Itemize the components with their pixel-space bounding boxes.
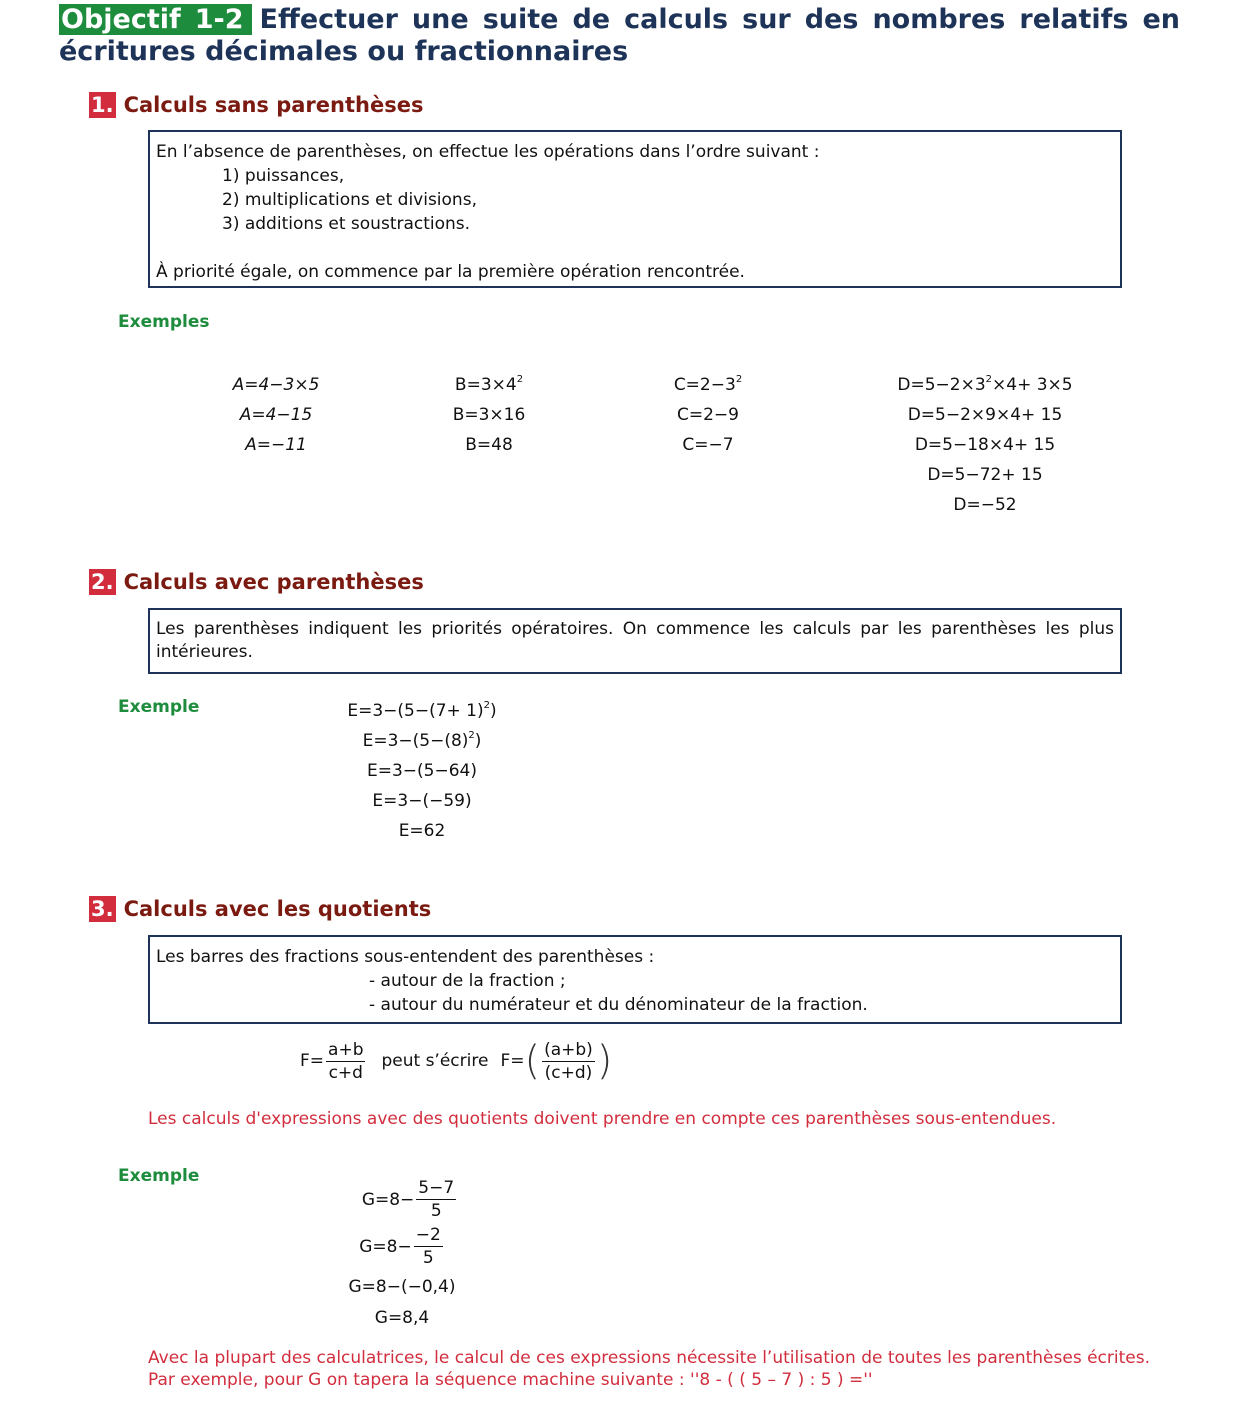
example-e-line-5: E=62 (398, 821, 446, 841)
objective-title: Effectuer une suite de calculs sur des nombres relatifs en écritures décimales ou fractionnaires (59, 4, 1180, 67)
example-g-fraction-2: $\frac{-2}{5}$ (415, 1225, 441, 1268)
section-3-number: 3. (91, 897, 114, 921)
section-3-heading (89, 896, 431, 922)
rule-box-1 (148, 130, 1122, 288)
example-g-line-4: G=8,4 (374, 1308, 430, 1328)
example-c-line-1: $C=2-3^2$ (673, 374, 743, 395)
example-e-line-4: E=3−(−59) (372, 791, 472, 811)
rule-item-add-sub: 3) additions et soustractions. (222, 214, 471, 234)
example-e-line-1: $E=3-(5-(7+ 1)^2)$ (347, 700, 497, 721)
objective-badge: Objectif 1-2 (59, 4, 252, 35)
example-a-line-2: A=4−15 (239, 405, 313, 425)
note-calculator: Avec la plupart des calculatrices, le calcul de ces expressions nécessite l’utilisation de toutes les parenthèses écrites. Par exemple, pour G on tapera la séquence machine suivante : ''8 - ( ( 5 – 7 ) : 5 ) ='' (148, 1348, 1150, 1390)
section-3-title: Calculs avec les quotients (123, 897, 432, 921)
example-d-line-5: D=−52 (953, 495, 1017, 515)
formula-f-fraction (326, 1039, 365, 1084)
example-b-line-2: B=3×16 (452, 405, 526, 425)
rule-box-3-intro: Les barres des fractions sous-entendent des parenthèses : (156, 947, 655, 967)
formula-f-numerator-2: (a+b) (544, 1039, 593, 1060)
formula-f-denominator-2: (c+d) (544, 1062, 593, 1083)
rule-box-3 (148, 935, 1122, 1024)
right-big-paren: ) (596, 1038, 613, 1084)
example-d-line-3: D=5−18×4+ 15 (914, 435, 1056, 455)
example-c-line-3: C=−7 (682, 435, 734, 455)
page-title (59, 4, 1180, 68)
example-c (628, 375, 788, 455)
section-2-number: 2. (91, 570, 114, 594)
rule-box-2-text: Les parenthèses indiquent les priorités opératoires. On commence les calculs par les parenthèses les plus intérieures. (156, 619, 1114, 662)
example-label-3: Exemple (118, 1166, 200, 1186)
example-g-line-2: G=8− $\frac{-2}{5}$ (359, 1225, 441, 1268)
example-e-line-3: E=3−(5−64) (366, 761, 477, 781)
rule-box-1-intro: En l’absence de parenthèses, on effectue les opérations dans l’ordre suivant : (156, 142, 820, 162)
section-1-number: 1. (91, 93, 114, 117)
rule-box-1-equal-priority: À priorité égale, on commence par la première opération rencontrée. (156, 262, 745, 282)
formula-f-right: F= (500, 1051, 525, 1071)
formula-f-denominator: c+d (328, 1062, 363, 1083)
example-b (409, 375, 569, 455)
left-big-paren: ( (524, 1038, 541, 1084)
example-g-line-1: G=8− $\frac{5-7}{5}$ (361, 1178, 455, 1221)
example-a (196, 375, 356, 455)
example-b-line-1: $B=3\times 4^2$ (454, 374, 524, 395)
example-label-2: Exemple (118, 697, 200, 717)
section-2-title: Calculs avec parenthèses (123, 570, 424, 594)
examples-label: Exemples (118, 312, 210, 332)
section-2-heading (89, 569, 424, 595)
example-c-line-2: C=2−9 (677, 405, 739, 425)
example-d-line-4: D=5−72+ 15 (927, 465, 1043, 485)
example-d (865, 375, 1105, 515)
formula-f-middle-text: peut s’écrire (381, 1051, 489, 1071)
rule-box-3-item-2: - autour du numérateur et du dénominateur de la fraction. (369, 995, 868, 1015)
section-1-heading (89, 92, 423, 118)
section-1-title: Calculs sans parenthèses (123, 93, 424, 117)
rule-item-mult-div: 2) multiplications et divisions, (222, 190, 477, 210)
example-g-fraction-1: $\frac{5-7}{5}$ (418, 1178, 455, 1221)
example-d-line-1: $D=5-2\times 3^2\times 4+ 3\times 5$ (897, 374, 1073, 395)
example-e (322, 701, 522, 841)
rule-box-3-item-1: - autour de la fraction ; (369, 971, 566, 991)
formula-f (300, 1036, 612, 1086)
formula-f-left: F= (300, 1051, 325, 1071)
rule-item-powers: 1) puissances, (222, 166, 345, 186)
example-d-line-2: D=5−2×9×4+ 15 (907, 405, 1063, 425)
rule-box-2 (148, 608, 1122, 674)
formula-f-fraction-2 (542, 1039, 595, 1084)
example-b-line-3: B=48 (465, 435, 513, 455)
example-a-line-3: A=−11 (245, 435, 307, 455)
example-a-line-1: A=4−3×5 (232, 375, 320, 395)
example-g-line-3: G=8−(−0,4) (348, 1277, 456, 1297)
note-implicit-parentheses: Les calculs d'expressions avec des quotients doivent prendre en compte ces parenthèses sous-entendues. (148, 1109, 1057, 1129)
example-e-line-2: $E=3-(5-(8)^2)$ (362, 730, 482, 751)
formula-f-numerator: a+b (328, 1039, 364, 1060)
